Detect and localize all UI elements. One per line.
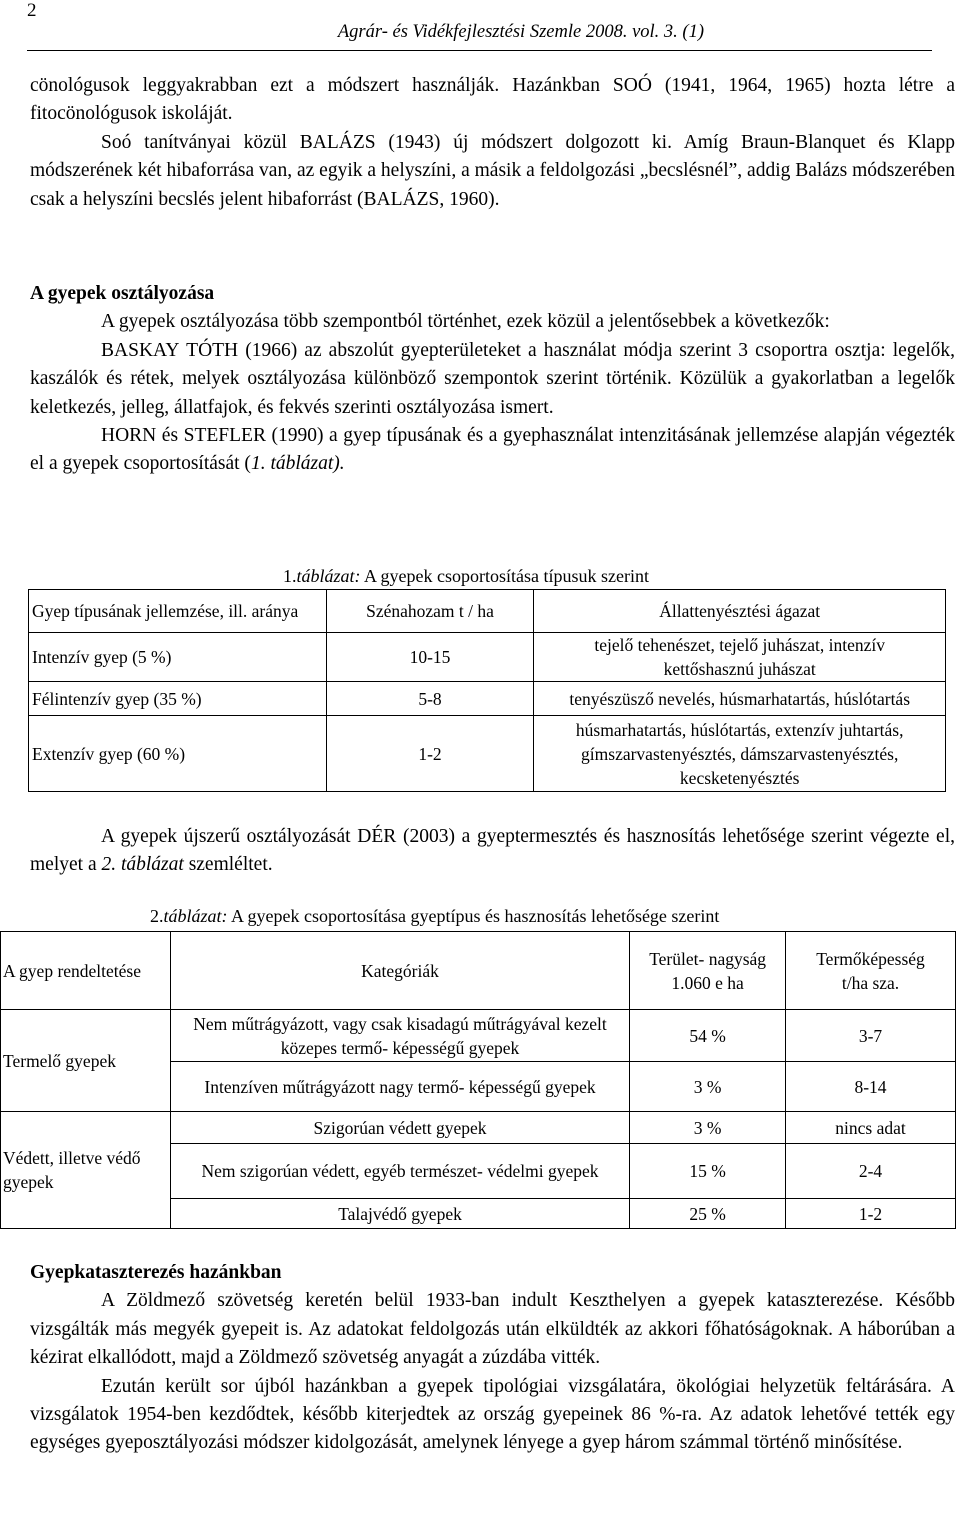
paragraph: Ezután került sor újból hazánkban a gyepek tipológiai vizsgálatára, ökológiai helyzetük feltárására. A vizsgálatok 1954-ben kezdődtek, később kiterjedtek az ország gyepeinek 86 %-ra. Az adatok lehetővé tették egy egységes gyeposztályozási módszer kidolgozását, amelynek lényege a gyep három számmal történő minősítése. bbox=[30, 1375, 955, 1454]
paragraph: BASKAY TÓTH (1966) az abszolút gyepterületeket a használat módja szerint 3 csoportra osztja: legelők, kaszálók és rétek, melyek osztályozása különböző szempontok szerint történik. Közülük a gyakorlatban a legelők keletkezés, jelleg, állatfajok, és fekvés szerinti osztályozása ismert. bbox=[30, 339, 956, 418]
table-cell: 3 % bbox=[630, 1062, 786, 1112]
table-header-cell: Terület- nagyság 1.060 e ha bbox=[630, 932, 786, 1010]
paragraph: A Zöldmező szövetség keretén belül 1933-ban indult Keszthelyen a gyepek kataszterezése. Később vizsgálták más megyék gyepeit is. Az adatokat feldolgozás után elküldték az akkori főhatóságoknak. A háborúban a kézirat elkallódott, majd a Zöldmező szövetség anyagát a zúzdába vitték. bbox=[30, 1290, 955, 1369]
table-cell: 3 % bbox=[630, 1112, 786, 1144]
table-cell: Intenzíven műtrágyázott nagy termő- képességű gyepek bbox=[170, 1062, 629, 1112]
intro-paragraph-1: cönológusok leggyakrabban ezt a módszert használják. Hazánkban SOÓ (1941, 1964, 1965) hozta létre a fitocönológusok iskoláját. bbox=[30, 75, 955, 125]
table-cell-purpose: Védett, illetve védő gyepek bbox=[1, 1112, 171, 1229]
table-cell: 25 % bbox=[630, 1199, 786, 1229]
table-1-caption: 1.táblázat: A gyepek csoportosítása típusuk szerint bbox=[283, 566, 649, 586]
header-rule bbox=[27, 50, 932, 51]
table-cell: 2-4 bbox=[786, 1144, 956, 1199]
page-number: 2 bbox=[27, 0, 37, 21]
table-2 bbox=[0, 931, 956, 1229]
table-cell: 3-7 bbox=[786, 1010, 956, 1062]
table-cell: nincs adat bbox=[786, 1112, 956, 1144]
table-cell: Nem szigorúan védett, egyéb természet- védelmi gyepek bbox=[170, 1144, 629, 1199]
paragraph: A gyepek osztályozása több szempontból történhet, ezek közül a jelentősebbek a következők: bbox=[101, 311, 830, 333]
table-header-cell: Termőképesség t/ha sza. bbox=[786, 932, 956, 1010]
table-header-cell: Gyep típusának jellemzése, ill. aránya bbox=[29, 590, 327, 633]
section-heading: A gyepek osztályozása bbox=[30, 283, 215, 304]
table-cell: tenyészüsző nevelés, húsmarhatartás, húslótartás bbox=[534, 682, 946, 716]
table-row bbox=[29, 682, 946, 716]
paragraph: A gyepek újszerű osztályozását DÉR (2003) a gyeptermesztés és hasznosítás lehetősége szerint végezte el, melyet a 2. táblázat szemléltet. bbox=[30, 826, 955, 876]
table-cell: 8-14 bbox=[786, 1062, 956, 1112]
intro-paragraph-2: Soó tanítványai közül BALÁZS (1943) új módszert dolgozott ki. Amíg Braun-Blanquet és Klapp módszerének két hibaforrása van, az egyik a helyszíni, a másik a feldolgozási „becslésnél”, addig Balázs módszerében csak a helyszíni becslés jelent hibaforrást (BALÁZS, 1960). bbox=[30, 131, 956, 210]
running-header: Agrár- és Vidékfejlesztési Szemle 2008. vol. 3. (1) bbox=[337, 22, 704, 42]
table-cell: 10-15 bbox=[326, 633, 534, 682]
table-cell: Félintenzív gyep (35 %) bbox=[29, 682, 327, 716]
section-1 bbox=[30, 280, 955, 479]
table-header-row bbox=[29, 590, 946, 633]
table-row bbox=[1, 1112, 956, 1144]
table-cell: húsmarhatartás, húslótartás, extenzív juhtartás, gímszarvastenyésztés, dámszarvastenyésztés, kecsketenyésztés bbox=[534, 716, 946, 792]
table-cell: 1-2 bbox=[786, 1199, 956, 1229]
table-header-cell: Állattenyésztési ágazat bbox=[534, 590, 946, 633]
section-2 bbox=[30, 1259, 955, 1458]
table-cell: Intenzív gyep (5 %) bbox=[29, 633, 327, 682]
intro-block bbox=[30, 72, 955, 214]
table-cell: Nem műtrágyázott, vagy csak kisadagú műtrágyával kezelt közepes termő- képességű gyepek bbox=[170, 1010, 629, 1062]
table-cell-purpose: Termelő gyepek bbox=[1, 1010, 171, 1112]
table-cell: 1-2 bbox=[326, 716, 534, 792]
table-header-row bbox=[1, 932, 956, 1010]
section-heading: Gyepkataszterezés hazánkban bbox=[30, 1262, 282, 1283]
table-header-cell: A gyep rendeltetése bbox=[1, 932, 171, 1010]
table-cell: 54 % bbox=[630, 1010, 786, 1062]
table-row bbox=[29, 716, 946, 792]
table-cell: Szigorúan védett gyepek bbox=[170, 1112, 629, 1144]
table-cell: 5-8 bbox=[326, 682, 534, 716]
table-header-cell: Szénahozam t / ha bbox=[326, 590, 534, 633]
table-header-cell: Kategóriák bbox=[170, 932, 629, 1010]
table-1 bbox=[28, 589, 946, 792]
mid-paragraph-block bbox=[30, 823, 955, 880]
table-cell: Extenzív gyep (60 %) bbox=[29, 716, 327, 792]
paragraph: HORN és STEFLER (1990) a gyep típusának és a gyephasználat intenzitásának jellemzése alapján végezték el a gyepek csoportosítását (1. táblázat). bbox=[30, 425, 955, 475]
table-row bbox=[1, 1010, 956, 1062]
table-2-caption: 2.táblázat: A gyepek csoportosítása gyeptípus és hasznosítás lehetősége szerint bbox=[150, 906, 720, 926]
table-cell: 15 % bbox=[630, 1144, 786, 1199]
table-row bbox=[29, 633, 946, 682]
table-cell: tejelő tehenészet, tejelő juhászat, intenzív kettőshasznú juhászat bbox=[534, 633, 946, 682]
table-cell: Talajvédő gyepek bbox=[170, 1199, 629, 1229]
